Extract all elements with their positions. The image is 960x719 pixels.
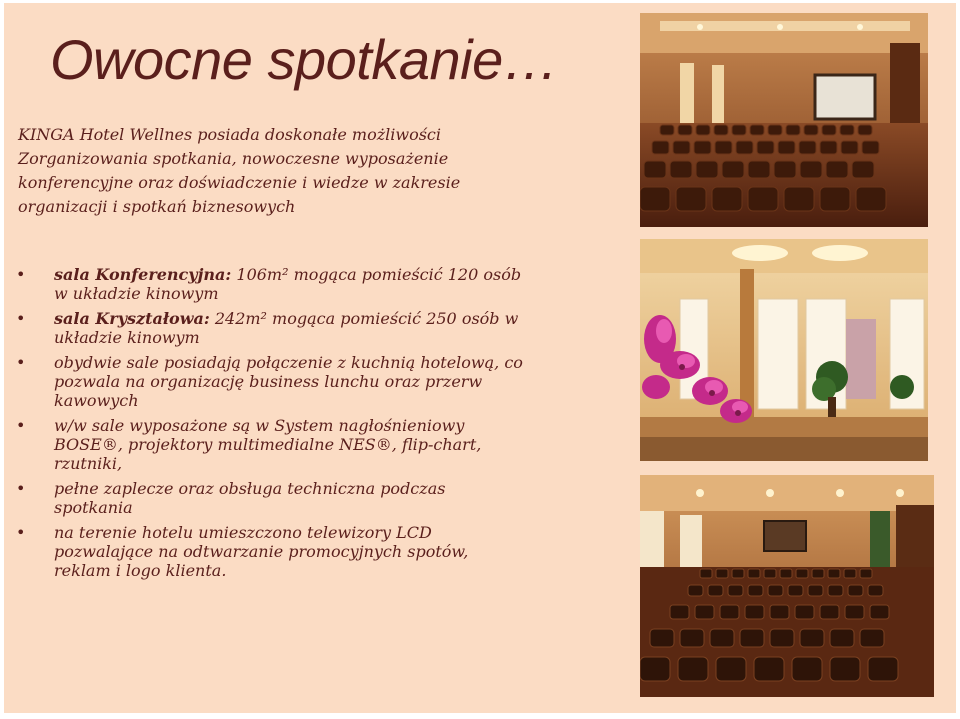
feature-text: pełne zaplecze oraz obsługa techniczna podczas [54,479,446,498]
bullet-icon: • [16,353,26,372]
feature-item-krysztalowa [16,309,606,347]
feature-text: pozwalające na odtwarzanie promocyjnych spotów, [54,542,469,561]
intro-text [18,123,578,219]
intro-line: Zorganizowania spotkania, nowoczesne wyposażenie [18,149,449,168]
feature-text: obydwie sale posiadają połączenie z kuchnią hotelową, co [54,353,523,372]
feature-text: na terenie hotelu umieszczono telewizory LCD [54,523,432,542]
slide-title: Owocne spotkanie… [50,28,559,91]
bullet-icon: • [16,479,26,498]
crystal-hall-photo [640,475,934,697]
feature-text: reklam i logo klienta. [54,561,227,580]
feature-text: w/w sale wyposażone są w System nagłośnieniowy [54,416,465,435]
conference-room-illustration [640,13,928,227]
conference-room-photo [640,13,928,227]
feature-item-lcd [16,523,606,580]
intro-line: organizacji i spotkań biznesowych [18,197,296,216]
bullet-icon: • [16,523,26,542]
feature-item-equipment [16,416,606,473]
feature-item-support [16,479,606,517]
feature-text: 106m² mogąca pomieścić 120 osób [236,265,522,284]
feature-label: sala Kryształowa: [54,309,210,328]
hall-orchid-illustration [640,239,928,461]
feature-text: rzutniki, [54,454,123,473]
feature-item-kitchen [16,353,606,410]
feature-label: sala Konferencyjna: [54,265,232,284]
feature-list [16,265,606,586]
feature-text: układzie kinowym [54,328,200,347]
feature-text: kawowych [54,391,139,410]
feature-text: 242m² mogąca pomieścić 250 osób w [214,309,519,328]
feature-text: w układzie kinowym [54,284,219,303]
feature-text: pozwala na organizację business lunchu oraz przerw [54,372,483,391]
crystal-hall-illustration [640,475,934,697]
feature-text: spotkania [54,498,133,517]
slide [4,3,956,713]
bullet-icon: • [16,309,26,328]
intro-line: KINGA Hotel Wellnes posiada doskonałe możliwości [18,125,441,144]
bullet-icon: • [16,416,26,435]
feature-item-konferencyjna [16,265,606,303]
bullet-icon: • [16,265,26,284]
hall-orchid-photo [640,239,928,461]
feature-text: BOSE®, projektory multimedialne NES®, flip-chart, [54,435,482,454]
intro-line: konferencyjne oraz doświadczenie i wiedze w zakresie [18,173,461,192]
